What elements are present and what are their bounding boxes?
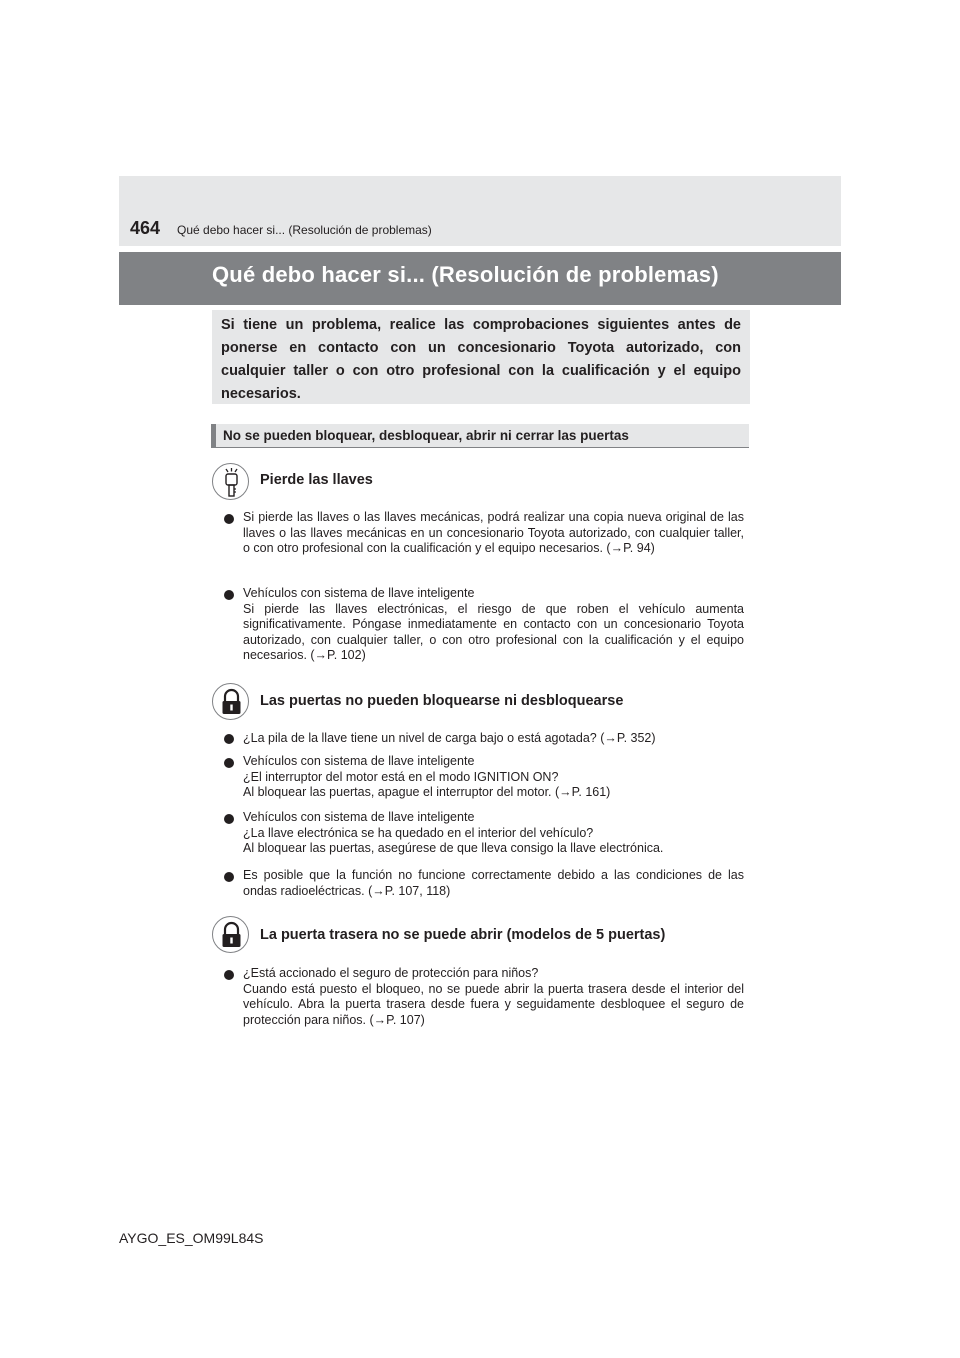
- page-title: Qué debo hacer si... (Resolución de problemas): [212, 262, 719, 287]
- bullet-icon: [224, 590, 234, 600]
- list-item: Es posible que la función no funcione correctamente debido a las condiciones de las ondas radioeléctricas. (→P. 107, 118): [243, 868, 744, 898]
- bullet-icon: [224, 970, 234, 980]
- bullet-icon: [224, 514, 234, 524]
- bullet-icon: [224, 814, 234, 824]
- bullet-icon: [224, 734, 234, 744]
- bullet-icon: [224, 758, 234, 768]
- lock-icon: [212, 916, 249, 953]
- section-heading: No se pueden bloquear, desbloquear, abrir ni cerrar las puertas: [223, 428, 629, 443]
- footer-code: AYGO_ES_OM99L84S: [119, 1230, 264, 1246]
- intro-text: Si tiene un problema, realice las comprobaciones siguientes antes de ponerse en contacto con un concesionario Toyota autorizado, con cualquier taller o con otro profesional con la cualificación y el equipo necesarios.: [221, 317, 741, 402]
- bullet-icon: [224, 872, 234, 882]
- page-number: 464: [130, 218, 161, 238]
- list-item: Si pierde las llaves o las llaves mecánicas, podrá realizar una copia nueva original de las llaves o las llaves mecánicas en un concesionario Toyota autorizado, con cualquier taller, o con otro profesional con la cualificación y el equipo necesarios. (→P. 94): [243, 510, 744, 555]
- list-item: Vehículos con sistema de llave inteligente ¿La llave electrónica se ha quedado en el interior del vehículo? Al bloquear las puertas, asegúrese de que lleva consigo la llave electrónica.: [243, 810, 664, 855]
- subsection-heading: Pierde las llaves: [260, 472, 373, 488]
- list-item: ¿Está accionado el seguro de protección para niños? Cuando está puesto el bloqueo, no se puede abrir la puerta trasera desde el interior del vehículo. Abra la puerta trasera desde fuera y seguidamente desbloquee el seguro de protección para niños. (→P. 107): [243, 966, 744, 1027]
- lock-icon: [212, 683, 249, 720]
- list-item: Vehículos con sistema de llave inteligente Si pierde las llaves electrónicas, el riesgo de que roben el vehículo aumenta significativamente. Póngase inmediatamente en contacto con un concesionario Toyota autorizado, con cualquier taller, o con otro profesional con la cualificación y el equipo necesarios. (→P. 102): [243, 586, 744, 662]
- subsection-heading: La puerta trasera no se puede abrir (modelos de 5 puertas): [260, 927, 666, 943]
- list-item: Vehículos con sistema de llave inteligente ¿El interruptor del motor está en el modo IGNITION ON? Al bloquear las puertas, apague el interruptor del motor. (→P. 161): [243, 754, 611, 799]
- list-item: ¿La pila de la llave tiene un nivel de carga bajo o está agotada? (→P. 352): [243, 731, 656, 745]
- running-head: Qué debo hacer si... (Resolución de problemas): [177, 223, 432, 237]
- subsection-heading: Las puertas no pueden bloquearse ni desbloquearse: [260, 693, 624, 709]
- key-icon: [212, 463, 249, 500]
